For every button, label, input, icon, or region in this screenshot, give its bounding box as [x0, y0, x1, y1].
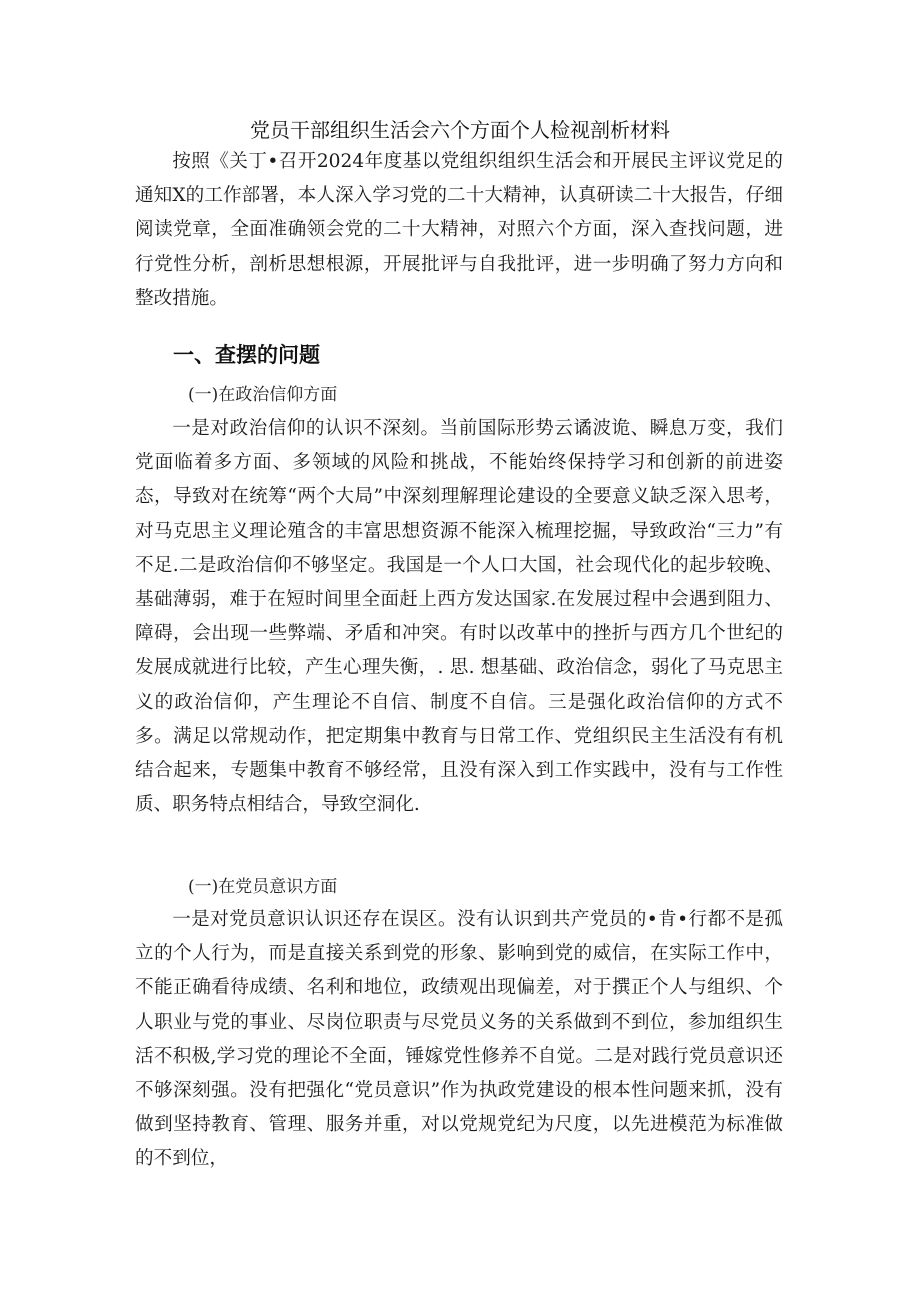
subheading-political-belief: (一)在政治信仰方面 — [188, 385, 338, 405]
intro-paragraph: 按照《关丁•召开2024年度基以党组织组织生活会和开展民主评议党足的通知X的工作部署，本人深入学习党的二十大精神，认真研读二十大报告，仔细阅读党章，全面准确领会党的二十大精神，对照六个方面，深入查找问题，进行党性分析，剖析思想根源，开展批评与自我批评，进一步明确了努力方向和整改措施。 — [135, 151, 783, 309]
paragraph-party-awareness: 一是对党员意识认识还存在误区。没有认识到共产党员的•肯•行都不是孤立的个人行为，而是直接关系到党的形象、影响到党的威信，在实际工作中，不能正确看待成绩、名利和地位，政绩观出现偏差，对于撰正个人与组织、个人职业与党的事业、尽岗位职责与尽党员义务的关系做到不到位，参加组织生活不积极,学习党的理论不全面，锤嫁党性修养不自觉。二是对践行党员意识还不够深刻强。没有把强化“党员意识”作为执政党建设的根本性问题来抓，没有做到坚持教育、管理、服务并重，对以党规党纪为尺度，以先进模范为标准做的不到位， — [135, 909, 783, 1170]
document-title: 党员干部组织生活会六个方面个人检视剖析材料 — [250, 118, 670, 142]
paragraph-political-belief: 一是对政治信仰的认识不深刻。当前国际形势云谲波诡、瞬息万变，我们党面临着多方面、多领域的风险和挑战，不能始终保持学习和创新的前进姿态，导致对在统筹“两个大局”中深刻理解理论建设的全要意义缺乏深入思考，对马克思主义理论殖含的丰富思想资源不能深入梳理挖掘，导致政治“三力”有不足.二是政治信仰不够坚定。我国是一个人口大国，社会现代化的起步较晚、基础薄弱，难于在短时间里全面赶上西方发达国家.在发展过程中会遇到阻力、障碍，会出现一些弊端、矛盾和冲突。有时以改革中的挫折与西方几个世纪的发展成就进行比较，产生心理失衡，. 思. 想基础、政治信念，弱化了马克思主义的政治信仰，产生理论不自信、制度不自信。三是强化政治信仰的方式不多。满足以常规动作，把定期集中教育与日常工作、党组织民主生活没有有机结合起来，专题集中教育不够经常，且没有深入到工作实践中，没有与工作性质、职务特点相结合，导致空洞化. — [135, 418, 783, 816]
section-heading-issues: 一、查摆的问题 — [173, 343, 320, 367]
subheading-party-awareness: (一)在党员意识方面 — [188, 877, 338, 897]
